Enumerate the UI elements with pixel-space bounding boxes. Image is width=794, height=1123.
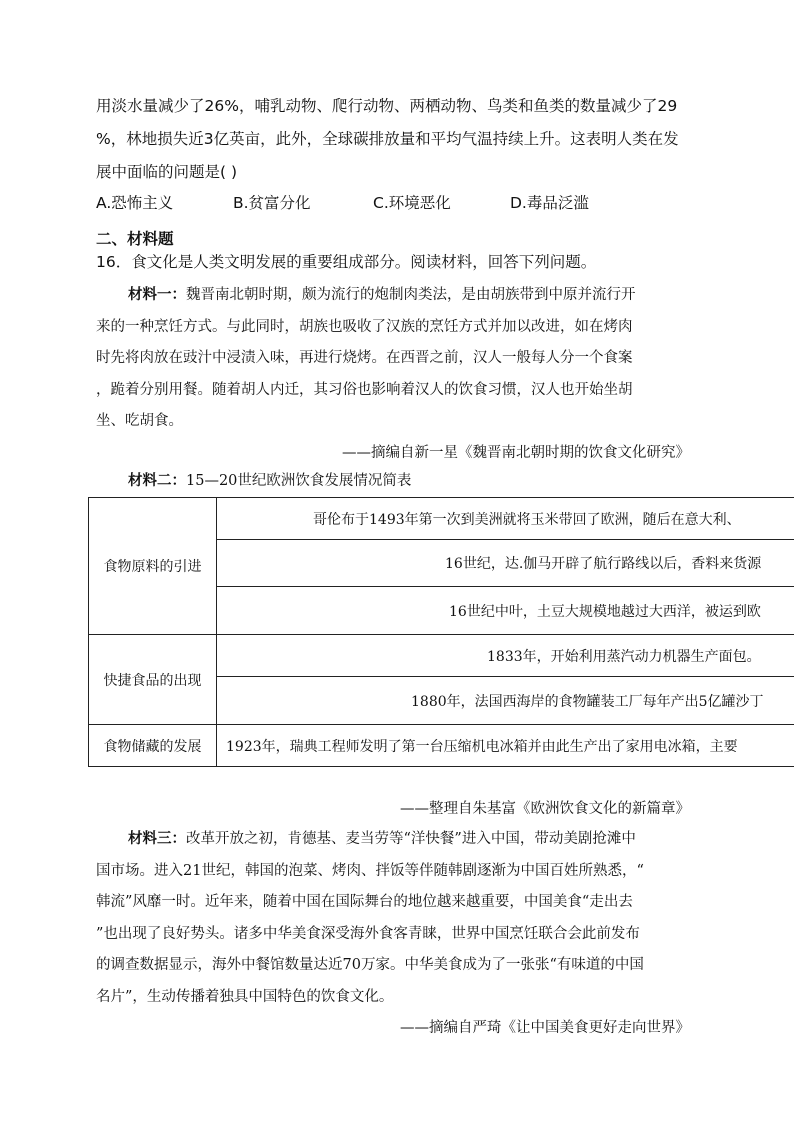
material-3-line-3: 韩流”风靡一时。近年来，随着中国在国际舞台的地位越来越重要，中国美食“走出去 <box>96 894 633 910</box>
table-row: 1880年，法国西海岸的食物罐装工厂每年产出5亿罐沙丁 <box>217 677 794 725</box>
material-1-line-1: 材料一：魏晋南北朝时期，颇为流行的炮制肉类法，是由胡族带到中原并流行开 <box>128 286 636 303</box>
category-storage: 食物储藏的发展 <box>89 725 217 767</box>
option-d: D.毒品泛滥 <box>510 194 589 212</box>
material-1-line-4: ，跪着分别用餐。随着胡人内迁，其习俗也影响着汉人的饮食习惯，汉人也开始坐胡 <box>96 382 633 398</box>
option-b: B.贫富分化 <box>233 194 311 212</box>
material-2-label: 材料二： <box>128 472 186 489</box>
material-1-line-2: 来的一种烹饪方式。与此同时，胡族也吸收了汉族的烹饪方式并加以改进，如在烤肉 <box>96 319 633 335</box>
material-1-source: ——摘编自新一星《魏晋南北朝时期的饮食文化研究》 <box>342 445 690 461</box>
category-fast-food: 快捷食品的出现 <box>89 635 217 725</box>
material-2-heading <box>128 469 411 490</box>
table-row: 哥伦布于1493年第一次到美洲就将玉米带回了欧洲，随后在意大利、 <box>217 498 794 540</box>
table-row: 16世纪中叶，土豆大规模地越过大西洋，被运到欧 <box>217 587 794 635</box>
q16-stem: 16．食文化是人类文明发展的重要组成部分。阅读材料，回答下列问题。 <box>96 253 597 271</box>
material-1-line-3: 时先将肉放在豉汁中浸渍入味，再进行烧烤。在西晋之前，汉人一般每人分一个食案 <box>96 350 633 366</box>
material-3-line-2: 国市场。进入21世纪，韩国的泡菜、烤肉、拌饭等伴随韩剧逐渐为中国百姓所熟悉，“ <box>96 863 644 879</box>
table-row: 1923年，瑞典工程师发明了第一台压缩机电冰箱并由此生产出了家用电冰箱，主要 <box>217 725 794 767</box>
section-heading: 二、材料题 <box>96 230 174 248</box>
option-a: A.恐怖主义 <box>96 194 174 212</box>
table-row: 16世纪，达.伽马开辟了航行路线以后，香料来货源 <box>217 540 794 587</box>
material-3-line-5: 的调查数据显示，海外中餐馆数量达近70万家。中华美食成为了一张张“有味道的中国 <box>96 957 644 973</box>
material-2-source: ——整理自朱基富《欧洲饮食文化的新篇章》 <box>400 801 690 817</box>
option-c: C.环境恶化 <box>373 194 451 212</box>
category-ingredients: 食物原料的引进 <box>89 498 217 635</box>
material-3-label: 材料三： <box>128 830 186 847</box>
material-3-line-6: 名片”，生动传播着独具中国特色的饮食文化。 <box>96 989 394 1005</box>
material-2-title: 15—20世纪欧洲饮食发展情况简表 <box>186 473 412 489</box>
material-3-line-4: ”也出现了良好势头。诸多中华美食深受海外食客青睐，世界中国烹饪联合会此前发布 <box>96 926 640 942</box>
q15-line-3: 展中面临的问题是( ) <box>96 163 238 181</box>
material-1-line-5: 坐、吃胡食。 <box>96 413 183 429</box>
material-3-source: ——摘编自严琦《让中国美食更好走向世界》 <box>400 1020 690 1036</box>
q15-line-2: %，林地损失近3亿英亩，此外，全球碳排放量和平均气温持续上升。这表明人类在发 <box>96 130 679 148</box>
material-1-label: 材料一： <box>128 286 186 303</box>
material-2-table <box>88 497 794 767</box>
material-3-line-1: 材料三：改革开放之初，肯德基、麦当劳等“洋快餐”进入中国，带动美剧抢滩中 <box>128 830 636 847</box>
q15-line-1: 用淡水量减少了26%，哺乳动物、爬行动物、两栖动物、鸟类和鱼类的数量减少了29 <box>96 97 678 115</box>
table-row: 1833年，开始利用蒸汽动力机器生产面包。 <box>217 635 794 677</box>
